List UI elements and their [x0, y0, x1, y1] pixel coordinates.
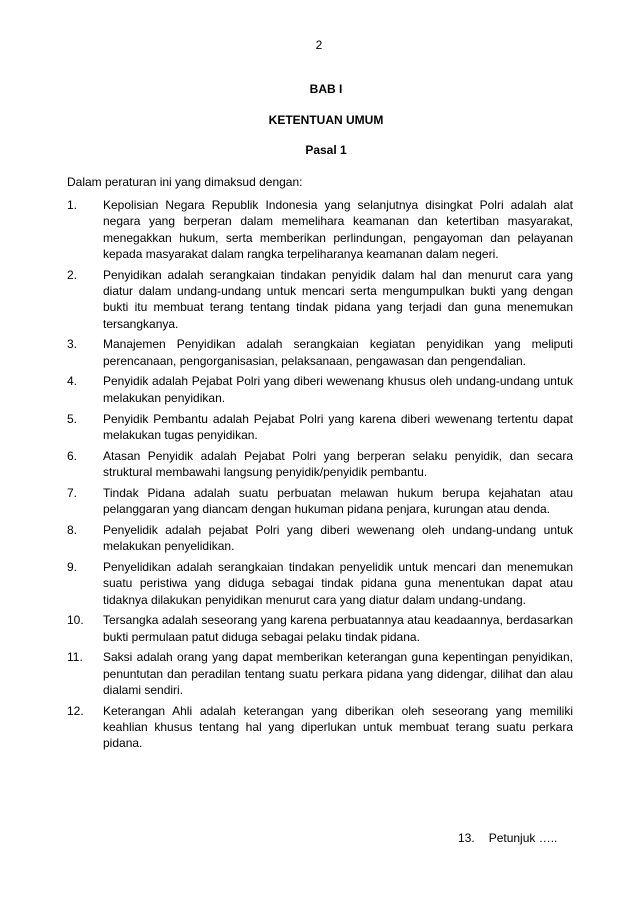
list-item	[67, 267, 573, 332]
item-number: 9.	[67, 559, 78, 574]
list-item	[67, 411, 573, 444]
list-item	[67, 703, 573, 752]
list-item	[67, 485, 573, 518]
item-number: 1.	[67, 198, 78, 212]
item-number: 10.	[67, 613, 84, 628]
item-number: 5.	[67, 411, 78, 426]
article-heading: Pasal 1	[305, 143, 347, 157]
item-text: Penyelidikan adalah serangkaian tindakan penyelidik untuk mencari dan menemukan suatu peristiwa yang diduga sebagai tindak pidana guna menentukan dapat atau tidaknya dilakukan penyidikan menurut cara yang diatur dalam undang-undang.	[103, 559, 573, 607]
list-item	[67, 522, 573, 555]
item-number: 3.	[67, 337, 78, 352]
continuation-number: 13.	[458, 831, 475, 845]
item-number: 12.	[67, 703, 84, 718]
list-item	[67, 336, 573, 369]
item-text: Penyidik adalah Pejabat Polri yang diberi wewenang khusus oleh undang-undang untuk melakukan penyidikan.	[103, 374, 573, 405]
page-number: 2	[315, 38, 323, 52]
item-number: 6.	[67, 448, 78, 463]
item-text: Kepolisian Negara Republik Indonesia yang selanjutnya disingkat Polri adalah alat negara yang berperan dalam memelihara keamanan dan ketertiban masyarakat, menegakkan hukum, serta memberikan perlindungan, pengayoman dan pelayanan kepada masyarakat dalam rangka terpeliharanya keamanan dalam negeri.	[103, 198, 573, 261]
item-text: Manajemen Penyidikan adalah serangkaian kegiatan penyidikan yang meliputi perencanaan, pengorganisasian, pelaksanaan, pengawasan dan pengendalian.	[103, 337, 573, 368]
chapter-heading: BAB I	[309, 82, 343, 96]
list-item	[67, 559, 573, 608]
item-text: Atasan Penyidik adalah Pejabat Polri yang berperan selaku penyidik, dan secara struktural membawahi langsung penyidik/penyidik pembantu.	[103, 448, 573, 479]
item-text: Saksi adalah orang yang dapat memberikan keterangan guna kepentingan penyidikan, penuntutan dan peradilan tentang suatu perkara pidana yang didengar, dilihat dan alau dialami sendiri.	[103, 650, 573, 698]
list-item	[67, 649, 573, 698]
chapter-title: KETENTUAN UMUM	[268, 113, 384, 127]
item-text: Tersangka adalah seseorang yang karena perbuatannya atau keadaannya, berdasarkan bukti permulaan patut diduga sebagai pelaku tindak pidana.	[103, 613, 573, 644]
intro-text: Dalam peraturan ini yang dimaksud dengan:	[67, 175, 303, 189]
list-item	[67, 612, 573, 645]
continuation-note	[458, 831, 557, 845]
item-number: 2.	[67, 267, 78, 282]
list-item	[67, 448, 573, 481]
definition-list	[67, 197, 573, 756]
list-item	[67, 373, 573, 406]
item-text: Penyidik Pembantu adalah Pejabat Polri yang karena diberi wewenang tertentu dapat melakukan tugas penyidikan.	[103, 411, 573, 442]
item-text: Penyidikan adalah serangkaian tindakan penyidik dalam hal dan menurut cara yang diatur dalam undang-undang untuk mencari serta mengumpulkan bukti yang dengan bukti itu membuat terang tentang tindak pidana yang terjadi dan guna menemukan tersangkanya.	[103, 267, 573, 331]
item-number: 8.	[67, 522, 78, 537]
list-item	[67, 197, 573, 262]
continuation-text: Petunjuk …..	[488, 831, 558, 845]
item-text: Tindak Pidana adalah suatu perbuatan melawan hukum berupa kejahatan atau pelanggaran yang diancam dengan hukuman pidana penjara, kurungan atau denda.	[103, 485, 573, 517]
item-number: 4.	[67, 374, 78, 389]
item-number: 11.	[67, 650, 83, 665]
item-number: 7.	[67, 485, 78, 500]
item-text: Keterangan Ahli adalah keterangan yang diberikan oleh seseorang yang memiliki keahlian khusus tentang hal yang diperlukan untuk membuat terang suatu perkara pidana.	[103, 703, 573, 751]
item-text: Penyelidik adalah pejabat Polri yang diberi wewenang oleh undang-undang untuk melakukan penyelidikan.	[103, 522, 573, 554]
